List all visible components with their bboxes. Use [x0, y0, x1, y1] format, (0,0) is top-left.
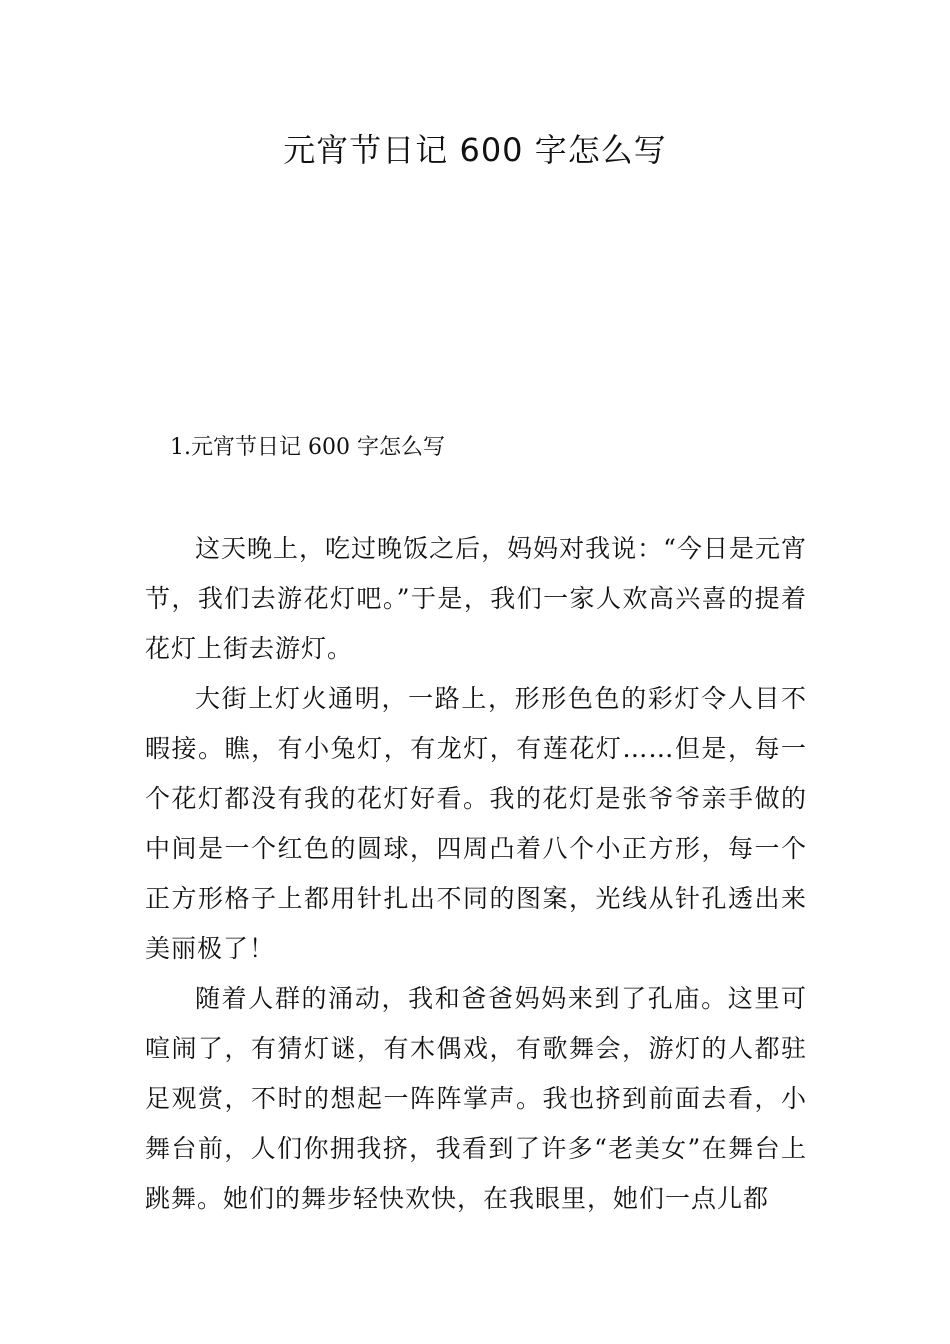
paragraph: 随着人群的涌动，我和爸爸妈妈来到了孔庙。这里可喧闹了，有猜灯谜，有木偶戏，有歌舞会，游灯的人都驻足观赏，不时的想起一阵阵掌声。我也挤到前面去看，小舞台前，人们你拥我挤，我看到了许多“老美女”在舞台上跳舞。她们的舞步轻快欢快，在我眼里，她们一点儿都	[145, 984, 807, 1213]
document-body	[145, 524, 807, 1224]
paragraph: 这天晚上，吃过晚饭之后，妈妈对我说：“今日是元宵节，我们去游花灯吧。”于是，我们一家人欢高兴喜的提着花灯上街去游灯。	[145, 534, 807, 663]
document-title: 元宵节日记 600 字怎么写	[283, 131, 667, 169]
section-heading: 1.元宵节日记 600 字怎么写	[170, 435, 445, 460]
paragraph: 大街上灯火通明，一路上，形形色色的彩灯令人目不暇接。瞧，有小兔灯，有龙灯，有莲花灯……但是，每一个花灯都没有我的花灯好看。我的花灯是张爷爷亲手做的中间是一个红色的圆球，四周凸着八个小正方形，每一个正方形格子上都用针扎出不同的图案，光线从针孔透出来美丽极了！	[145, 684, 807, 963]
